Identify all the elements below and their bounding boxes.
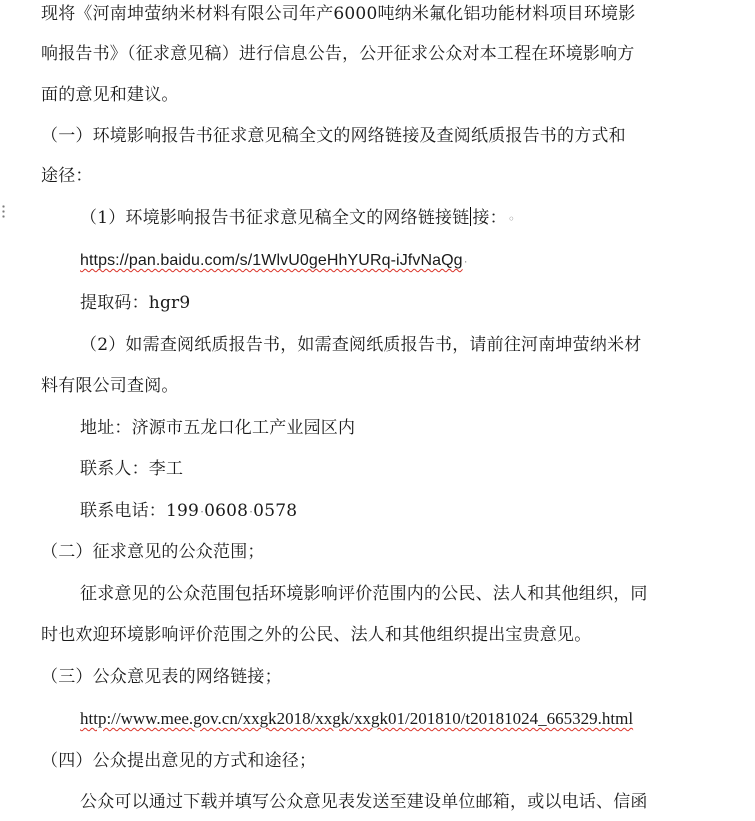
phone-part-3: 0578 bbox=[253, 501, 298, 521]
extraction-code[interactable]: 提取码：hgr9 bbox=[80, 293, 191, 313]
section-one-heading-line-1[interactable]: （一）环境影响报告书征求意见稿全文的网络链接及查阅纸质报告书的方式和 bbox=[41, 126, 626, 146]
address-line[interactable]: 地址：济源市五龙口化工产业园区内 bbox=[80, 418, 356, 438]
section-three-heading[interactable]: （三）公众意见表的网络链接； bbox=[41, 667, 282, 687]
paragraph-line-2[interactable]: 响报告书》（征求意见稿）进行信息公告，公开征求公众对本工程在环境影响方 bbox=[41, 44, 635, 64]
paragraph-mark-icon: ◦ bbox=[507, 212, 516, 226]
paragraph-line-3[interactable]: 面的意见和建议。 bbox=[41, 85, 179, 105]
scope-line-1[interactable]: 征求意见的公众范围包括环境影响评价范围内的公民、法人和其他组织，同 bbox=[80, 584, 648, 604]
section-two-heading[interactable]: （二）征求意见的公众范围； bbox=[41, 542, 265, 562]
paragraph-handle-icon[interactable] bbox=[2, 204, 5, 220]
section-four-heading[interactable]: （四）公众提出意见的方式和途径； bbox=[41, 751, 317, 771]
mee-link[interactable]: http://www.mee.gov.cn/xxgk2018/xxgk/xxgk01/201810/t20181024_665329.html bbox=[80, 709, 634, 728]
scope-line-2[interactable]: 时也欢迎环境影响评价范围之外的公民、法人和其他组织提出宝贵意见。 bbox=[41, 625, 592, 645]
paragraph-mark-icon: · bbox=[463, 254, 468, 268]
space-mark-icon: · bbox=[200, 505, 205, 519]
contact-phone-line[interactable] bbox=[80, 499, 297, 524]
baidu-link[interactable]: https://pan.baidu.com/s/1WlvU0geHhYURq-iJfvNaQg bbox=[80, 252, 463, 269]
space-mark-icon: · bbox=[249, 505, 254, 519]
item-1-text-a: （1）环境影响报告书征求意见稿全文的网络链接链 bbox=[80, 208, 470, 228]
phone-label: 联系电话：199 bbox=[80, 501, 200, 521]
paragraph-line-1[interactable]: 现将《河南坤萤纳米材料有限公司年产6000吨纳米氟化铝功能材料项目环境影 bbox=[41, 4, 636, 24]
baidu-link-line[interactable] bbox=[80, 249, 468, 273]
item-2-line-2[interactable]: 料有限公司查阅。 bbox=[41, 376, 179, 396]
item-1-line[interactable] bbox=[80, 206, 515, 231]
item-1-text-b: 接： bbox=[472, 208, 507, 228]
section-one-heading-line-2[interactable]: 途径： bbox=[41, 166, 93, 186]
method-line-1[interactable]: 公众可以通过下载并填写公众意见表发送至建设单位邮箱，或以电话、信函 bbox=[80, 792, 648, 812]
item-2-line-1[interactable]: （2）如需查阅纸质报告书，如需查阅纸质报告书，请前往河南坤萤纳米材 bbox=[80, 335, 642, 355]
phone-part-2: 0608 bbox=[204, 501, 249, 521]
contact-person-line[interactable]: 联系人：李工 bbox=[80, 459, 184, 479]
mee-link-line[interactable] bbox=[80, 707, 633, 731]
